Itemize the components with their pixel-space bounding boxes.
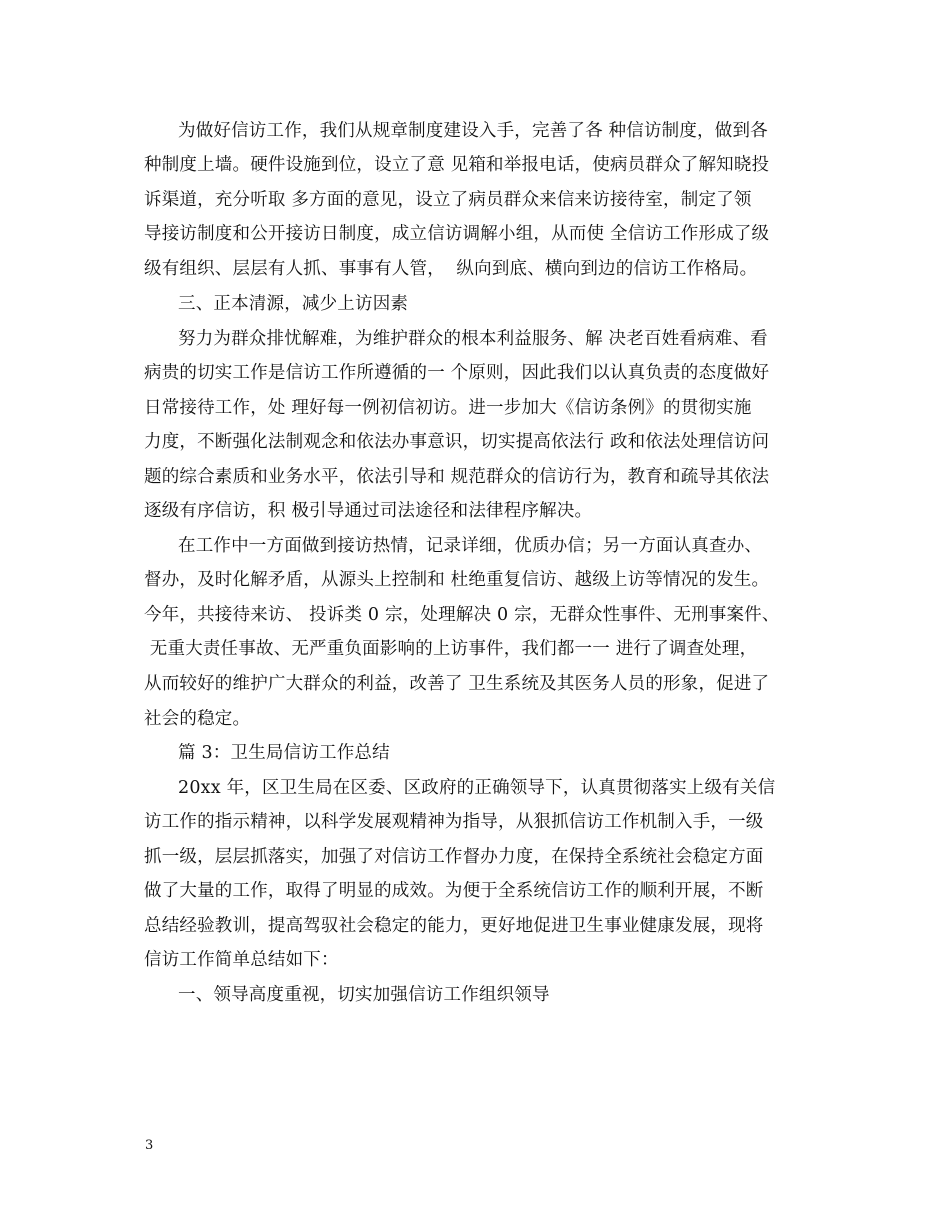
section-heading: 一、领导高度重视，切实加强信访工作组织领导 (178, 985, 550, 1005)
text-line: 总结经验教训，提高驾驭社会稳定的能力，更好地促进卫生事业健康发展，现将 (144, 916, 764, 936)
text-line: 病贵的切实工作是信访工作所遵循的一 个原则，因此我们以认真负责的态度做好 (144, 363, 770, 383)
section-heading: 篇 3：卫生局信访工作总结 (178, 743, 390, 763)
text-line: 级有组织、层层有人抓、事事有人管， 纵向到底、横向到边的信访工作格局。 (144, 259, 758, 279)
text-line: 努力为群众排忧解难，为维护群众的根本利益服务、解 决老百姓看病难、看 (178, 329, 768, 349)
text-line: 今年，共接待来访、 投诉类 0 宗，处理解决 0 宗，无群众性事件、无刑事案件、 (144, 605, 780, 625)
text-line: 从而较好的维护广大群众的利益，改善了 卫生系统及其医务人员的形象，促进了 (144, 674, 770, 694)
text-line: 抓一级，层层抓落实，加强了对信访工作督办力度，在保持全系统社会稳定方面 (144, 847, 764, 867)
text-line: 无重大责任事故、无严重负面影响的上访事件，我们都一一 进行了调查处理， (144, 639, 758, 659)
text-line: 题的综合素质和业务水平，依法引导和 规范群众的信访行为，教育和疏导其依法 (144, 467, 770, 487)
text-line: 访工作的指示精神，以科学发展观精神为指导，从狠抓信访工作机制入手，一级 (144, 812, 764, 832)
text-line: 诉渠道，充分听取 多方面的意见，设立了病员群众来信来访接待室，制定了领 (144, 190, 752, 210)
text-line: 信访工作简单总结如下： (144, 950, 339, 970)
text-line: 为做好信访工作，我们从规章制度建设入手，完善了各 种信访制度，做到各 (178, 121, 768, 141)
text-line: 督办，及时化解矛盾，从源头上控制和 杜绝重复信访、越级上访等情况的发生。 (144, 570, 770, 590)
text-line: 日常接待工作，处 理好每一例初信初访。进一步加大《信访条例》的贯彻实施 (144, 398, 752, 418)
text-line: 导接访制度和公开接访日制度，成立信访调解小组，从而使 全信访工作形成了级 (144, 224, 770, 244)
text-line: 在工作中一方面做到接访热情，记录详细，优质办信；另一方面认真查办、 (178, 536, 763, 556)
section-heading: 三、正本清源，减少上访因素 (178, 294, 409, 314)
text-line: 力度，不断强化法制观念和依法办事意识，切实提高依法行 政和依法处理信访问 (144, 432, 770, 452)
text-line: 社会的稳定。 (144, 709, 251, 729)
text-line: 20xx 年，区卫生局在区委、区政府的正确领导下，认真贯彻落实上级有关信 (178, 778, 776, 798)
text-line: 逐级有序信访，积 极引导通过司法途径和法律程序解决。 (144, 501, 593, 521)
text-line: 做了大量的工作，取得了明显的成效。为便于全系统信访工作的顺利开展，不断 (144, 881, 764, 901)
text-line: 种制度上墙。硬件设施到位，设立了意 见箱和举报电话，使病员群众了解知晓投 (144, 155, 770, 175)
page-number: 3 (145, 1138, 154, 1153)
